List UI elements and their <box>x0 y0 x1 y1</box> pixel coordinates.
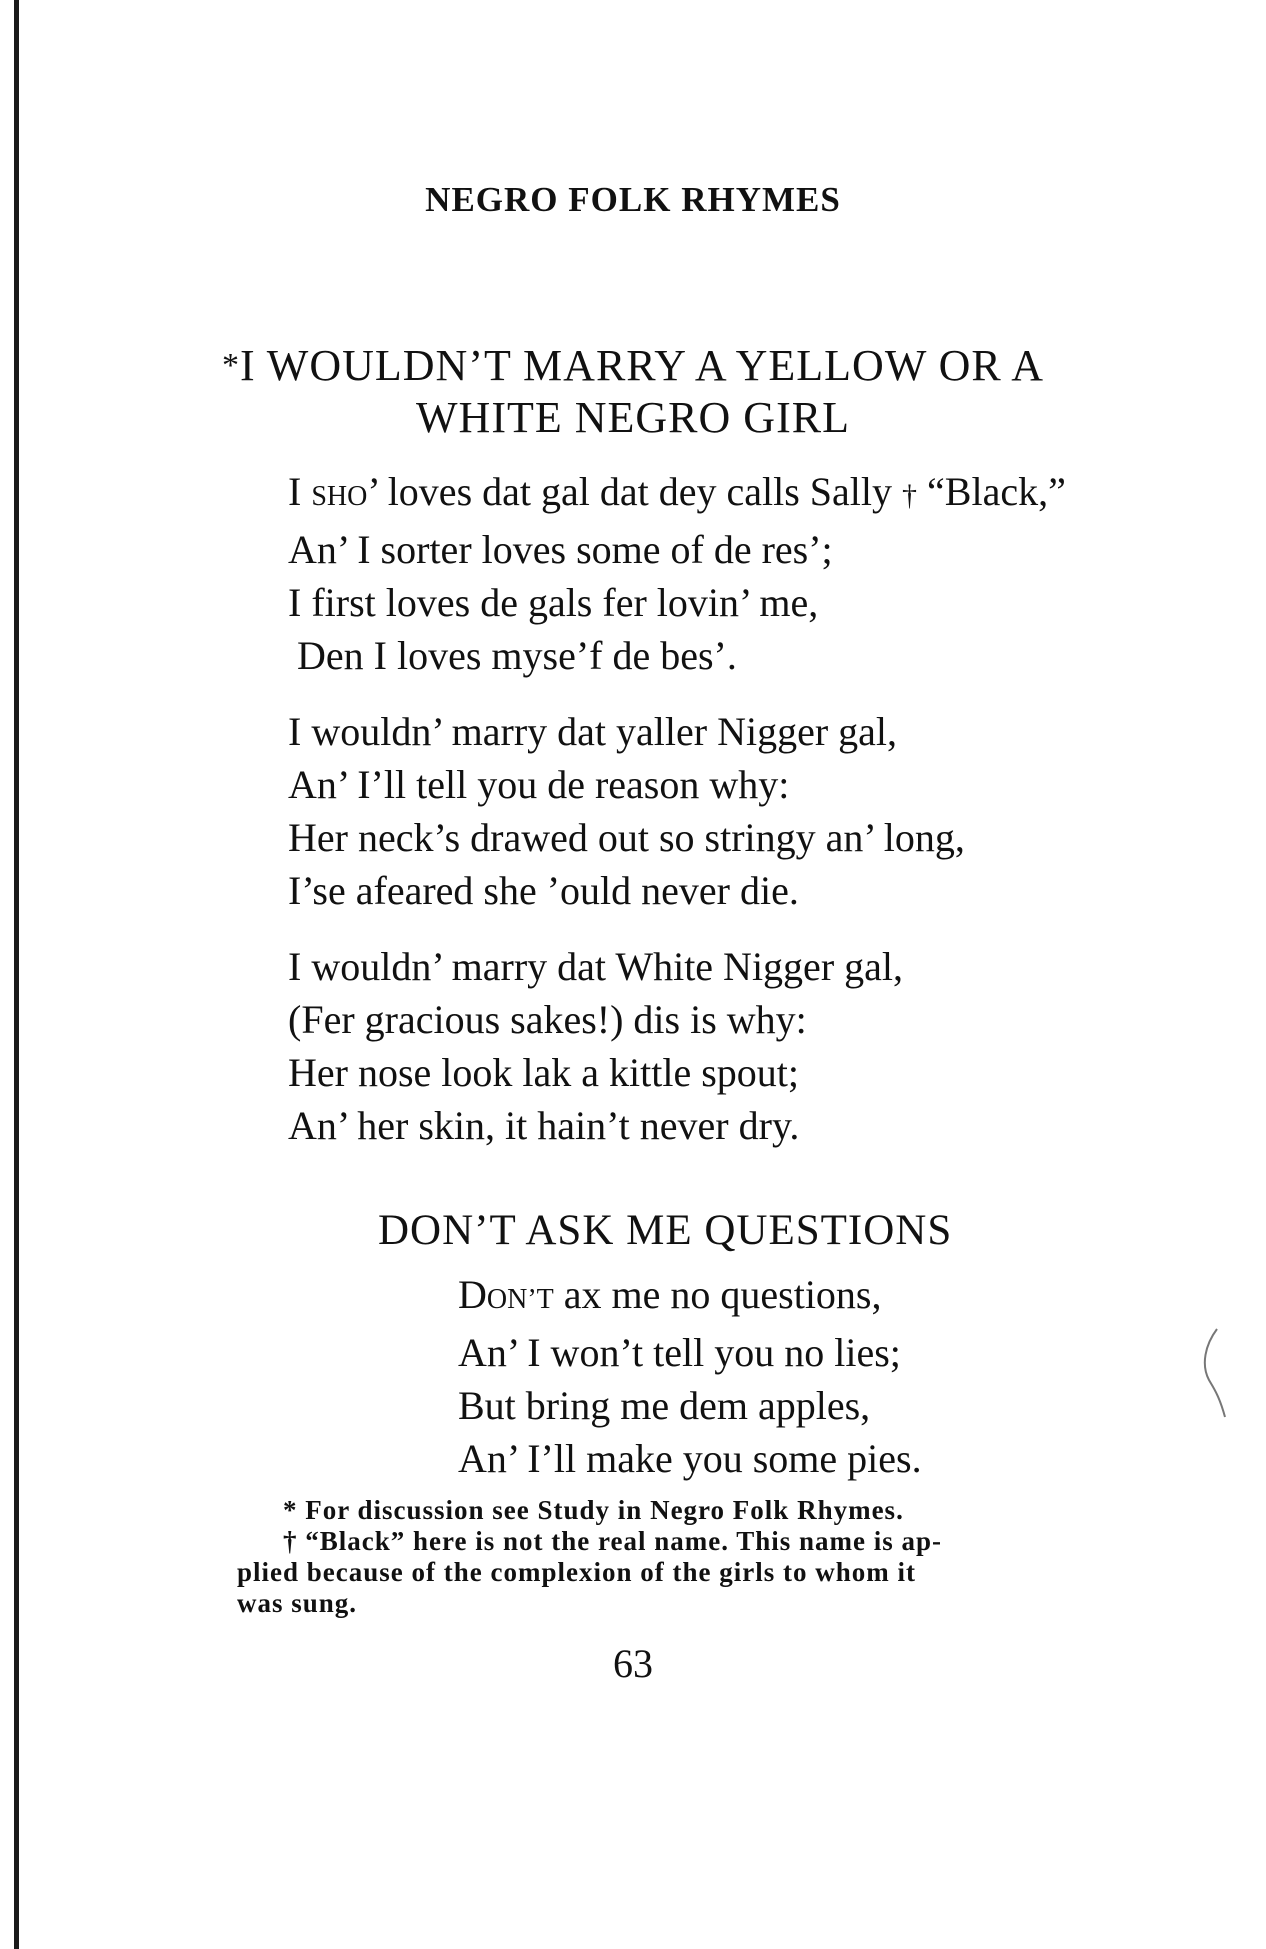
footnotes <box>237 1495 1132 1619</box>
footnote-marker-asterisk: * <box>221 347 240 384</box>
footnote-marker-dagger: † <box>902 479 918 512</box>
verse-line <box>458 1268 922 1326</box>
verse-line: Den I loves myse’f de bes’. <box>297 633 737 678</box>
stanza-1 <box>288 465 1066 682</box>
verse-text: ax me no questions, <box>553 1272 882 1317</box>
verse-line: I wouldn’ marry dat yaller Nigger gal, <box>288 709 898 754</box>
verse-line: An’ I sorter loves some of de res’; <box>288 527 833 572</box>
verse-line: But bring me dem apples, <box>458 1383 871 1428</box>
verse-text: ’ loves dat gal dat dey calls Sally <box>367 469 893 514</box>
initial-letter: D <box>458 1272 487 1317</box>
running-head: NEGRO FOLK RHYMES <box>425 180 841 219</box>
verse-line: An’ I’ll tell you de reason why: <box>288 762 790 807</box>
verse-line <box>288 465 1066 523</box>
initial-letter: I <box>288 469 302 514</box>
poem-title-text-1: I WOULDN’T MARRY A YELLOW OR A <box>239 341 1045 390</box>
verse-line: Her nose look lak a kittle spout; <box>288 1050 800 1095</box>
stanza-2 <box>288 705 965 917</box>
stanza-4 <box>458 1268 922 1485</box>
verse-line: An’ I won’t tell you no lies; <box>458 1330 901 1375</box>
small-caps-word: SHO <box>311 481 368 512</box>
footnote-2-line-3: was sung. <box>237 1588 358 1618</box>
stanza-3 <box>288 940 903 1152</box>
verse-line: An’ I’ll make you some pies. <box>458 1436 922 1481</box>
poem-title-line-1 <box>0 340 1266 392</box>
verse-line: (Fer gracious sakes!) dis is why: <box>288 997 807 1042</box>
footnote-2-line-1: † “Black” here is not the real name. This name is ap- <box>283 1526 943 1556</box>
page-number: 63 <box>613 1641 653 1686</box>
verse-line: An’ her skin, it hain’t never dry. <box>288 1103 800 1148</box>
verse-line: Her neck’s drawed out so stringy an’ long, <box>288 815 965 860</box>
verse-line: I’se afeared she ’ould never die. <box>288 868 799 913</box>
footnote-2-line-2: plied because of the complexion of the girls to whom it <box>237 1557 916 1587</box>
margin-pencil-mark <box>1195 1325 1235 1425</box>
verse-line: I first loves de gals fer lovin’ me, <box>288 580 819 625</box>
verse-line: I wouldn’ marry dat White Nigger gal, <box>288 944 903 989</box>
small-caps-word: ON’T <box>486 1284 554 1315</box>
verse-text-end: “Black,” <box>927 469 1066 514</box>
poem-2-title: DON’T ASK ME QUESTIONS <box>378 1207 953 1254</box>
poem-title-line-2: WHITE NEGRO GIRL <box>416 393 850 442</box>
footnote-1: * For discussion see Study in Negro Folk Rhymes. <box>283 1495 904 1525</box>
